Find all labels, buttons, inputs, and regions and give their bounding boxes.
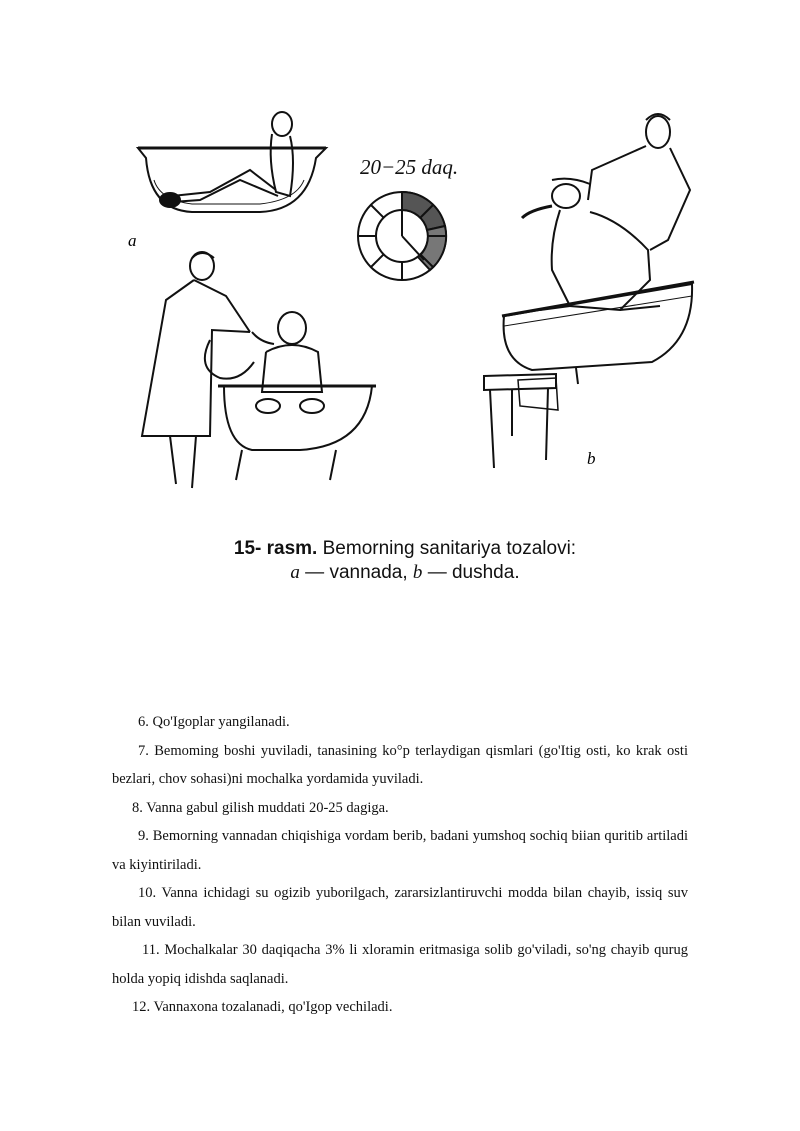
paragraph-9: 9. Bemorning vannadan chiqishiga vordam berib, badani yumshoq sochiq biian quritib artiladi va kiyintiriladi.: [112, 828, 688, 873]
paragraph-10: 10. Vanna ichidagi su ogizib yuborilgach, zararsizlantiruvchi modda bilan chayib, issiq suv bilan vuviladi.: [112, 885, 688, 930]
paragraph-12: 12. Vannaxona tozalanadi, qo'Igop vechiladi.: [132, 999, 393, 1015]
caption-b-letter: b: [412, 562, 423, 583]
nurse-washing-drawing: [142, 252, 376, 488]
caption-a-text: — vannada,: [305, 562, 408, 583]
paragraph-6: 6. Qo'Igoplar yangilanadi.: [138, 714, 290, 730]
caption-number: 15- rasm.: [233, 538, 318, 559]
timer-duration-label: 20−25 daq.: [360, 155, 459, 179]
figure-label-b: b: [587, 449, 596, 468]
paragraph-8: 8. Vanna gabul gilish muddati 20-25 dagiga.: [132, 799, 389, 816]
caption-title: Bemorning sanitariya tozalovi:: [322, 538, 577, 559]
paragraph-7: 7. Bemoming boshi yuviladi, tanasining ko°p terlaydigan qismlari (go'Itig osti, ko krak osti bezlari, chov sohasi)ni mochalka yordamida yuviladi.: [112, 742, 688, 787]
bathtub-reclining-drawing: [138, 112, 326, 212]
timer-clock-drawing: [358, 192, 446, 280]
body-text: [112, 708, 688, 1022]
paragraph-11: 11. Mochalkalar 30 daqiqacha 3% li xloramin eritmasiga solib go'viladi, so'ng chayib qurug holda yopiq idishda saqlanadi.: [112, 942, 688, 987]
caption-b-text: — dushda.: [427, 562, 520, 583]
figure-label-a: a: [128, 231, 137, 250]
figure-caption: [170, 537, 640, 585]
caption-a-letter: a: [290, 562, 300, 583]
nurse-showering-drawing: [484, 114, 694, 468]
